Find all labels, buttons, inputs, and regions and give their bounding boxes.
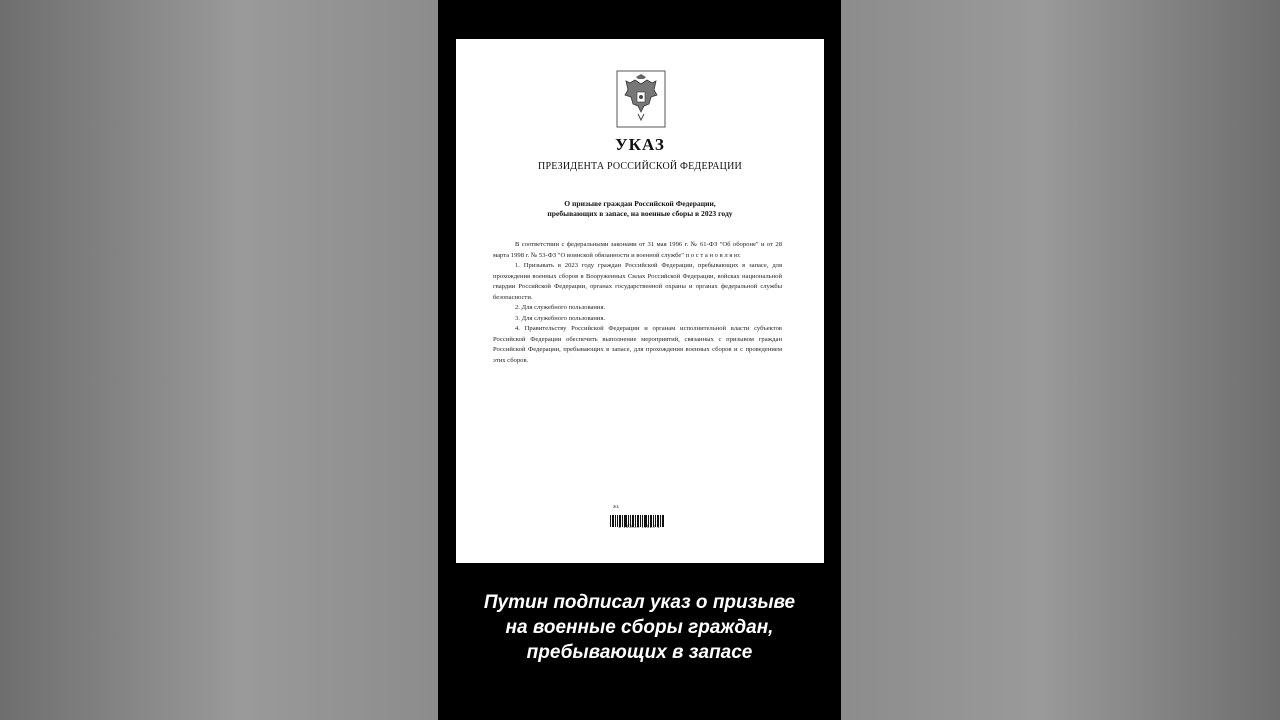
- caption-line: Путин подписал указ о призыве: [483, 592, 796, 613]
- barcode-mark: ЖЬ: [613, 504, 619, 509]
- blurred-background-left: [0, 0, 438, 720]
- barcode-number: 2 100036 14623 4: [618, 525, 660, 530]
- video-caption: [438, 590, 841, 665]
- decree-paragraph: В соответствии с федеральными законами от 31 мая 1996 г. № 61-ФЗ "Об обороне" и от 28 марта 1998 г. № 53-ФЗ "О воинской обязанности и военной службе" п о с т а н о в л я ю:: [493, 241, 782, 259]
- caption-line: на военные сборы граждан,: [505, 617, 774, 638]
- decree-title: УКАЗ: [615, 135, 665, 154]
- caption-line: пребывающих в запасе: [526, 642, 753, 663]
- decree-document: [456, 39, 824, 563]
- decree-paragraph: 4. Правительству Российской Федерации и органам исполнительной власти субъектов Российской Федерации обеспечить выполнение мероприятий, связанных с призывом граждан Российской Федерации, пребывающих в запасе, для прохождения военных сборов и с проведением этих сборов.: [493, 325, 782, 364]
- decree-paragraph: 1. Призывать в 2023 году граждан Российской Федерации, пребывающих в запасе, для прохождения военных сборов в Вооруженных Силах Российской Федерации, войсках национальной гвардии Российской Федерации, органах государственной охраны и органах федеральной службы безопасности.: [493, 262, 782, 301]
- barcode-icon: [608, 508, 668, 534]
- decree-paragraph: 3. Для служебного пользования.: [515, 314, 606, 322]
- decree-heading-line: пребывающих в запасе, на военные сборы в 2023 году: [547, 209, 733, 218]
- coat-of-arms-icon: [616, 70, 666, 128]
- decree-heading: [476, 199, 804, 219]
- blurred-background-right: [841, 0, 1280, 720]
- decree-body: [493, 240, 782, 366]
- decree-subtitle: ПРЕЗИДЕНТА РОССИЙСКОЙ ФЕДЕРАЦИИ: [538, 161, 742, 172]
- decree-paragraph: 2. Для служебного пользования.: [515, 304, 606, 311]
- decree-heading-line: О призыве граждан Российской Федерации,: [564, 199, 716, 208]
